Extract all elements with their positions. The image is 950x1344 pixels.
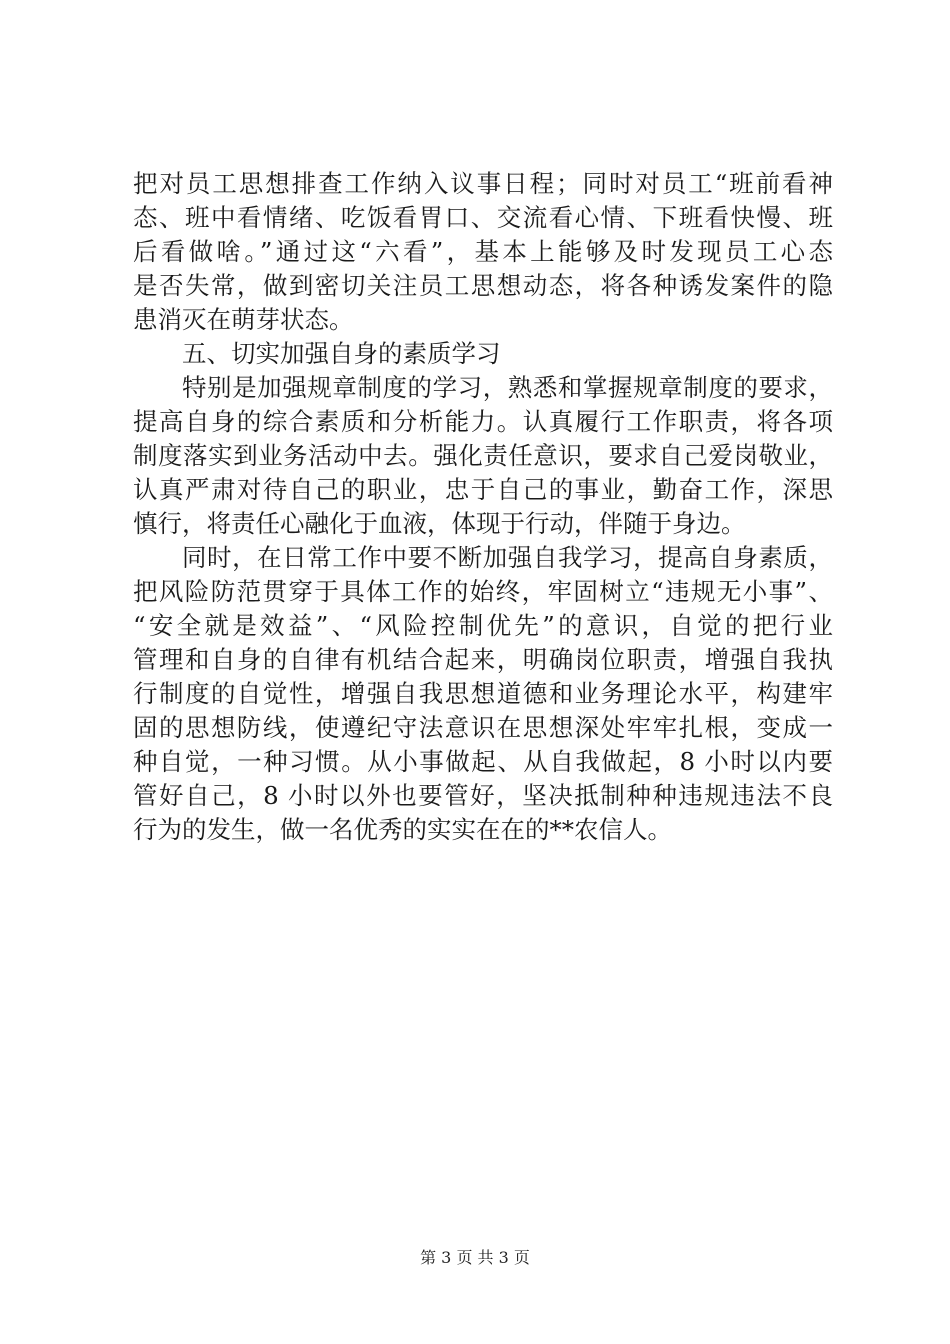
text-line: 管理和自身的自律有机结合起来，明确岗位职责，增强自我执 [133, 645, 833, 674]
text-line: 患消灭在萌芽状态。 [133, 305, 354, 334]
text-line: 固的思想防线，使遵纪守法意识在思想深处牢牢扎根，变成一 [133, 713, 833, 742]
text-line: 把风险防范贯穿于具体工作的始终，牢固树立“违规无小事”、 [133, 577, 833, 606]
text-line: 后看做啥。”通过这“六看”，基本上能够及时发现员工心态 [133, 237, 833, 266]
text-line: 制度落实到业务活动中去。强化责任意识，要求自己爱岗敬业， [133, 441, 833, 470]
text-line: 管好自己，8 小时以外也要管好，坚决抵制种种违规违法不良 [133, 781, 833, 810]
text-line: 行为的发生，做一名优秀的实实在在的**农信人。 [133, 815, 672, 844]
text-line: 是否失常，做到密切关注员工思想动态，将各种诱发案件的隐 [133, 271, 833, 300]
text-line: “安全就是效益”、“风险控制优先”的意识，自觉的把行业 [133, 611, 833, 640]
text-line: 认真严肃对待自己的职业，忠于自己的事业，勤奋工作，深思 [133, 475, 833, 504]
text-line: 慎行，将责任心融化于血液，体现于行动，伴随于身边。 [133, 509, 746, 538]
text-line: 种自觉，一种习惯。从小事做起、从自我做起，8 小时以内要 [133, 747, 833, 776]
document-body [133, 167, 833, 847]
text-line: 特别是加强规章制度的学习，熟悉和掌握规章制度的要求， [182, 373, 833, 402]
page-footer [0, 1245, 950, 1268]
text-line: 态、班中看情绪、吃饭看胃口、交流看心情、下班看快慢、班 [133, 203, 833, 232]
text-line: 同时，在日常工作中要不断加强自我学习，提高自身素质， [182, 543, 833, 572]
text-line: 提高自身的综合素质和分析能力。认真履行工作职责，将各项 [133, 407, 833, 436]
text-line: 把对员工思想排查工作纳入议事日程；同时对员工“班前看神 [133, 169, 833, 198]
text-line: 行制度的自觉性，增强自我思想道德和业务理论水平，构建牢 [133, 679, 833, 708]
section-heading: 五、切实加强自身的素质学习 [182, 339, 501, 368]
page-number-label: 第 3 页 共 3 页 [420, 1248, 530, 1267]
